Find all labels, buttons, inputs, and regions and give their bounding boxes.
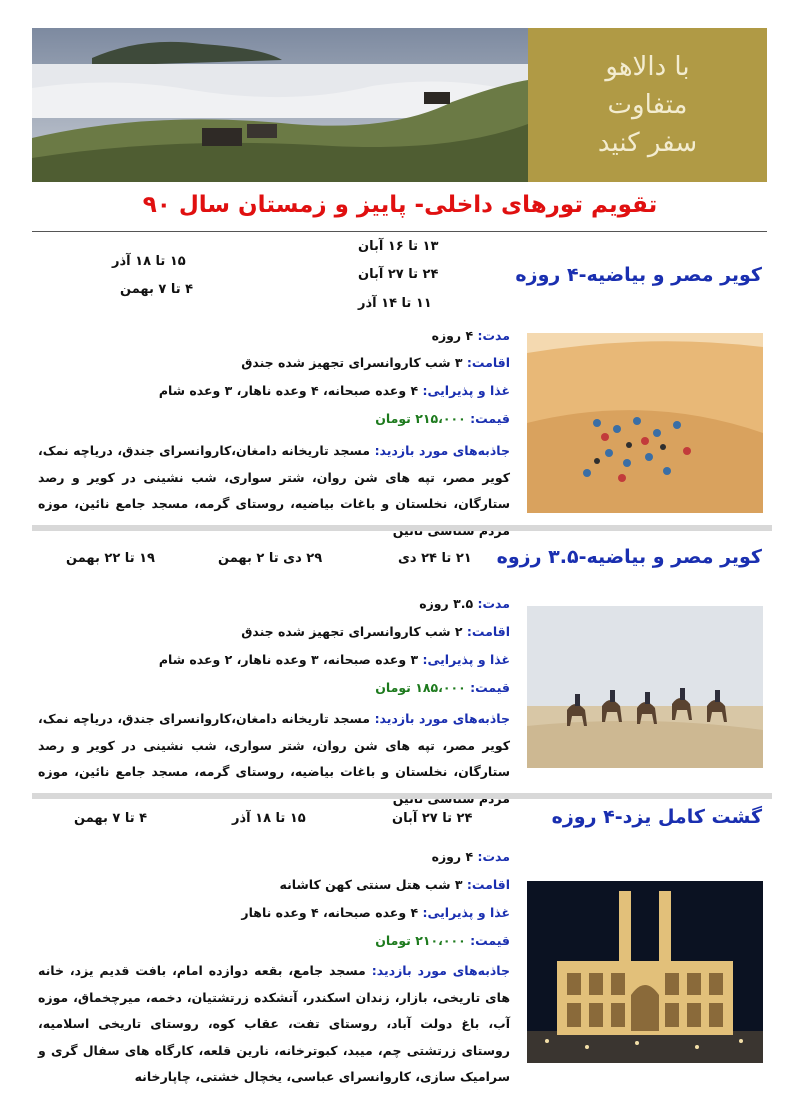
tour-date: ۱۹ تا ۲۲ بهمن (66, 551, 155, 566)
tour-date: ۲۹ دی تا ۲ بهمن (218, 551, 323, 566)
food-label: غذا و پذیرایی: (422, 652, 510, 667)
page-title: تقویم تورهای داخلی- پاییز و زمستان سال ۹۰ (142, 192, 658, 218)
tour-name: گشت کامل یزد-۴ روزه (551, 806, 762, 828)
price-value: ۲۱۵،۰۰۰ تومان (375, 411, 466, 426)
tour-date: ۱۵ تا ۱۸ آذر (232, 811, 306, 826)
section-divider (32, 525, 772, 531)
yazd-amir-chakhmaq-photo (527, 881, 763, 1063)
duration-value: ۳.۵ روزه (419, 596, 474, 611)
price-row (40, 411, 510, 426)
camel-caravan-photo (527, 606, 763, 768)
tour-date: ۲۴ تا ۲۷ آبان (392, 811, 473, 826)
section-divider (32, 793, 772, 799)
price-value: ۲۱۰،۰۰۰ تومان (375, 933, 466, 948)
food-row (40, 652, 510, 667)
tour-date: ۲۱ تا ۲۴ دی (398, 551, 472, 566)
tour-date: ۴ تا ۷ بهمن (120, 282, 194, 297)
stay-label: اقامت: (466, 355, 510, 370)
stay-value: ۳ شب کاروانسرای تجهیز شده جندق (241, 355, 463, 370)
misty-mountain-photo (32, 28, 528, 182)
duration-label: مدت: (477, 328, 510, 343)
tour-date: ۴ تا ۷ بهمن (74, 811, 148, 826)
duration-row (40, 849, 510, 864)
slogan-line-2: متفاوت (607, 90, 688, 120)
attractions-label: جاذبه‌های مورد بازدید: (374, 711, 510, 726)
food-value: ۴ وعده صبحانه، ۴ وعده ناهار، ۳ وعده شام (158, 383, 419, 398)
tour-date: ۱۱ تا ۱۴ آذر (358, 296, 432, 311)
attractions-value: مسجد تاریخانه دامغان،کاروانسرای جندق، دریاچه نمک، کویر مصر، تپه های شن روان، شتر سواری، شب نشینی در کویر و رصد ستارگان، نخلستان و باغات بیاضیه، روستای گرمه، مسجد جامع نائین، موزه (38, 443, 510, 511)
food-row (40, 383, 510, 398)
duration-value: ۴ روزه (431, 849, 474, 864)
tour-name: کویر مصر و بیاضیه-۴ روزه (515, 264, 762, 286)
stay-row (40, 355, 510, 370)
duration-value: ۴ روزه (431, 328, 474, 343)
attractions-value: مسجد تاریخانه دامغان،کاروانسرای جندق، دریاچه نمک، کویر مصر، تپه های شن روان، شتر سواری، شب نشینی در کویر و رصد ستارگان، نخلستان و باغات بیاضیه، روستای گرمه، مسجد جامع نائین، موزه (38, 711, 510, 779)
attractions-label: جاذبه‌های مورد بازدید: (374, 443, 510, 458)
attractions-block (38, 958, 510, 1091)
stay-row (40, 877, 510, 892)
food-label: غذا و پذیرایی: (422, 383, 510, 398)
stay-value: ۳ شب هتل سنتی کهن کاشانه (279, 877, 463, 892)
tour-date: ۱۳ تا ۱۶ آبان (358, 239, 439, 254)
food-label: غذا و پذیرایی: (422, 905, 510, 920)
tour-date: ۲۴ تا ۲۷ آبان (358, 267, 439, 282)
stay-value: ۲ شب کاروانسرای تجهیز شده جندق (241, 624, 463, 639)
header-banner (32, 28, 767, 182)
slogan-panel (528, 28, 767, 182)
attractions-value: مسجد جامع، بقعه دوازده امام، بافت قدیم یزد، خانه های تاریخی، بازار، زندان اسکندر، آتشکده زرتشتیان، دخمه، میرچخماق، موزه آب، باغ دولت آباد، روستای تفت، عقاب کوه، روستای تاریخی اسلامیه، روستای زرتشتی چم، میبد، کبوترخانه، نارین قلعه، کارگاه های سفال گری و سرامیک سازی، کاروانسرای عباسی، یخچال خشتی، چاپارخانه (38, 963, 510, 1084)
tour-name: کویر مصر و بیاضیه-۳.۵ رزوه (496, 546, 762, 568)
price-label: قیمت: (470, 411, 510, 426)
tour-date: ۱۵ تا ۱۸ آذر (112, 254, 186, 269)
price-label: قیمت: (470, 680, 510, 695)
price-row (40, 933, 510, 948)
duration-row (40, 328, 510, 343)
stay-row (40, 624, 510, 639)
attractions-label: جاذبه‌های مورد بازدید: (371, 963, 511, 978)
price-value: ۱۸۵،۰۰۰ تومان (375, 680, 466, 695)
food-value: ۳ وعده صبحانه، ۳ وعده ناهار، ۲ وعده شام (158, 652, 419, 667)
title-divider (32, 231, 767, 232)
duration-row (40, 596, 510, 611)
food-value: ۴ وعده صبحانه، ۴ وعده ناهار (241, 905, 419, 920)
price-label: قیمت: (470, 933, 510, 948)
food-row (40, 905, 510, 920)
slogan-line-3: سفر کنید (597, 128, 698, 158)
duration-label: مدت: (477, 596, 510, 611)
duration-label: مدت: (477, 849, 510, 864)
desert-group-photo (527, 333, 763, 513)
slogan-line-1: با دالاهو (605, 52, 690, 82)
price-row (40, 680, 510, 695)
stay-label: اقامت: (466, 624, 510, 639)
stay-label: اقامت: (466, 877, 510, 892)
